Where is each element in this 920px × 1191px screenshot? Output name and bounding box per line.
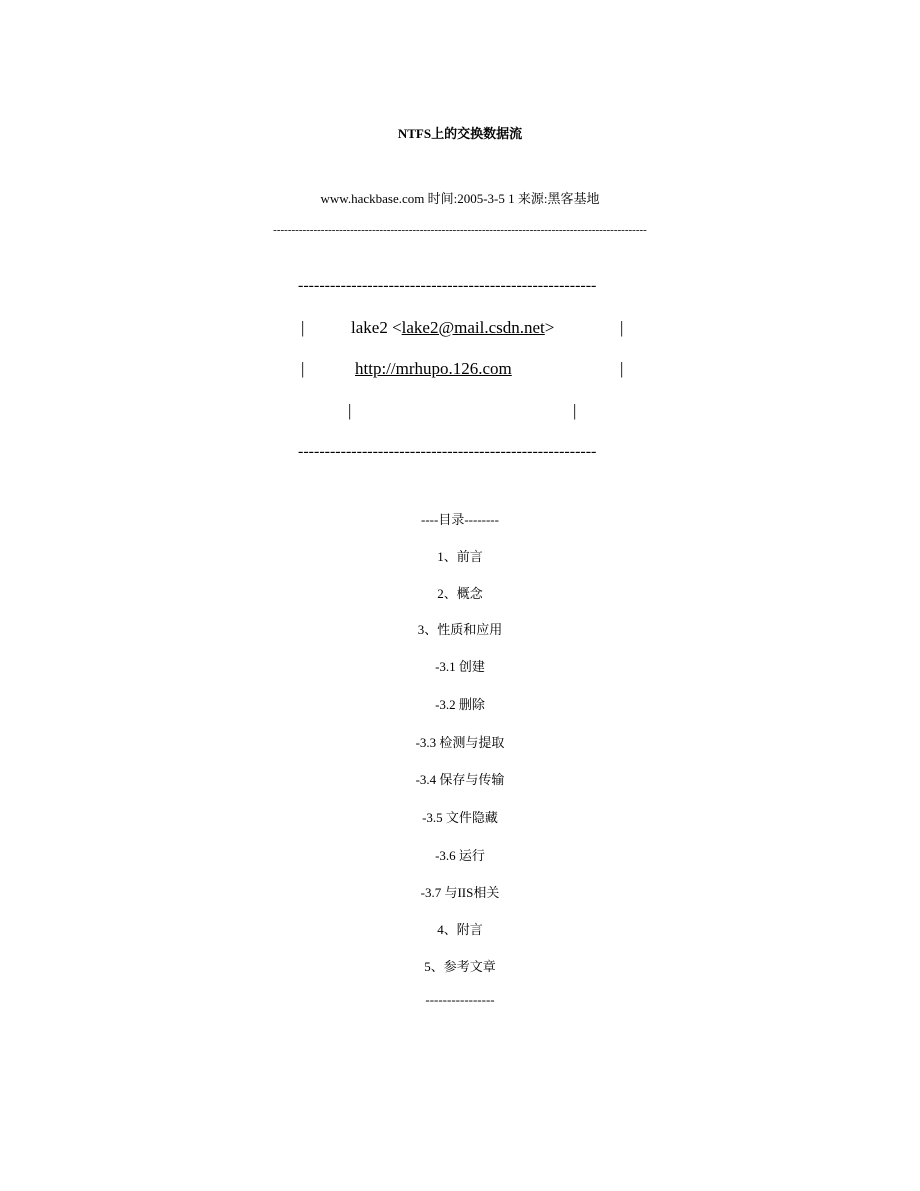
long-separator: ------------------------------------------------------------------------------------------------------ — [273, 224, 647, 236]
toc-item: -3.5 文件隐藏 — [422, 810, 498, 825]
toc-item: -3.6 运行 — [435, 848, 485, 863]
toc-item: 4、附言 — [437, 922, 483, 937]
toc-heading: ----目录-------- — [421, 512, 499, 527]
document-title: NTFS上的交换数据流 — [397, 126, 523, 141]
toc-item: -3.1 创建 — [435, 659, 485, 674]
toc-item: 3、性质和应用 — [417, 622, 503, 637]
author-box-pipe: | — [301, 318, 305, 337]
website-link[interactable]: http://mrhupo.126.com — [355, 359, 512, 378]
author-box-bottom-border: -------------------------------------------------------- — [298, 443, 597, 460]
author-email-close: > — [544, 318, 555, 337]
author-box-pipe: | — [301, 359, 305, 378]
author-line — [351, 318, 554, 338]
author-box-pipe: | — [620, 318, 624, 337]
author-name: lake2 < — [351, 318, 402, 337]
author-box-pipe: | — [348, 401, 352, 420]
toc-item: -3.2 删除 — [435, 697, 485, 712]
toc-item: 1、前言 — [437, 549, 483, 564]
author-box-top-border: -------------------------------------------------------- — [298, 277, 597, 294]
toc-item: -3.4 保存与传输 — [415, 772, 505, 787]
toc-item: -3.7 与IIS相关 — [420, 885, 500, 900]
author-box-pipe: | — [573, 401, 577, 420]
toc-item: -3.3 检测与提取 — [415, 735, 505, 750]
author-email-link[interactable]: lake2@mail.csdn.net — [401, 318, 545, 337]
toc-footer: ---------------- — [425, 992, 495, 1007]
source-line: www.hackbase.com 时间:2005-3-5 1 来源:黑客基地 — [320, 191, 600, 206]
toc-item: 5、参考文章 — [424, 959, 496, 974]
toc-item: 2、概念 — [437, 586, 483, 601]
author-box-pipe: | — [620, 359, 624, 378]
